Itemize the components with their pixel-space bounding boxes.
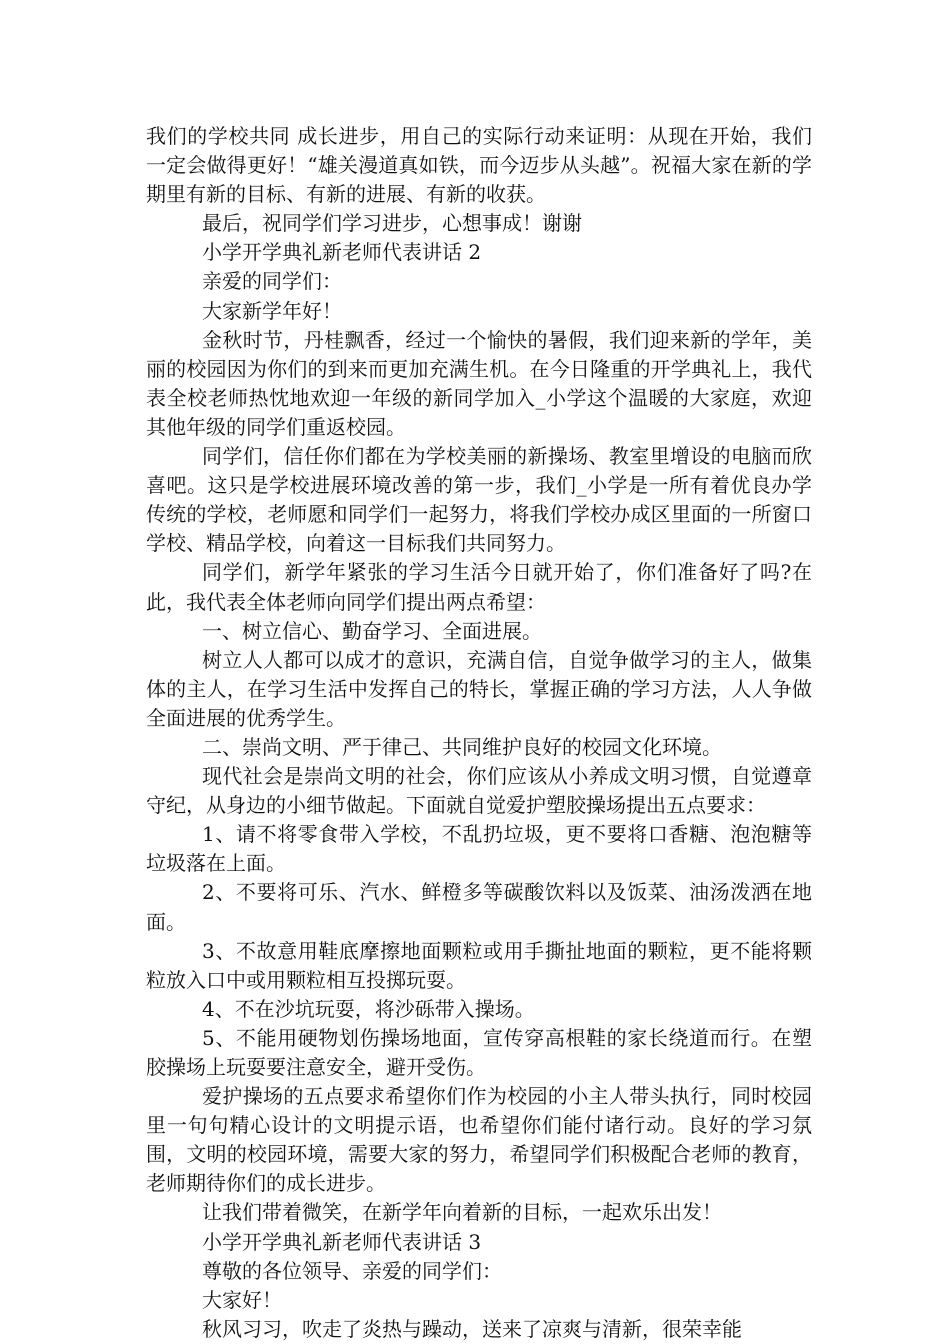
list-item-rule-4: 4、不在沙坑玩耍，将沙砾带入操场。	[202, 996, 535, 1021]
list-item-rule-3: 3、不故意用鞋底摩擦地面颗粒或用手撕扯地面的颗粒，更不能将颗粒放入口中或用颗粒相互投掷玩耍。	[146, 938, 812, 992]
list-item-rule-5: 5、不能用硬物划伤操场地面，宣传穿高根鞋的家长绕道而行。在塑胶操场上玩耍要注意安全，避开受伤。	[146, 1025, 812, 1079]
paragraph-hope-two-detail: 现代社会是崇尚文明的社会，你们应该从小养成文明习惯，自觉遵章守纪，从身边的小细节做起。下面就自觉爱护塑胶操场提出五点要求：	[146, 764, 812, 818]
list-item-rule-1: 1、请不将零食带入学校，不乱扔垃圾，更不要将口香糖、泡泡糖等垃圾落在上面。	[146, 822, 812, 876]
list-item-rule-2: 2、不要将可乐、汽水、鲜橙多等碳酸饮料以及饭菜、油汤泼洒在地面。	[146, 880, 812, 934]
greeting-everyone: 大家好！	[202, 1287, 282, 1312]
section-title-speech-2: 小学开学典礼新老师代表讲话 2	[202, 240, 482, 265]
paragraph-two-hopes: 同学们，新学年紧张的学习生活今日就开始了，你们准备好了吗?在此，我代表全体老师向同学们提出两点希望：	[146, 560, 812, 614]
heading-hope-two: 二、崇尚文明、严于律己、共同维护良好的校园文化环境。	[202, 734, 722, 759]
paragraph-closing-continuation: 我们的学校共同 成长进步，用自己的实际行动来证明：从现在开始，我们一定会做得更好！“雄关漫道真如铁，而今迈步从头越”。祝福大家在新的学期里有新的目标、有新的进展、有新的收获。	[146, 124, 812, 207]
paragraph-hope-one-detail: 树立人人都可以成才的意识，充满自信，自觉争做学习的主人，做集体的主人，在学习生活中发挥自己的特长，掌握正确的学习方法，人人争做全面进展的优秀学生。	[146, 647, 812, 730]
section-title-speech-3: 小学开学典礼新老师代表讲话 3	[202, 1229, 482, 1254]
heading-hope-one: 一、树立信心、勤奋学习、全面进展。	[202, 618, 542, 643]
document-page	[146, 122, 812, 1344]
paragraph-final-wishes: 最后，祝同学们学习进步，心想事成！谢谢	[202, 211, 582, 236]
paragraph-autumn-breeze: 秋风习习，吹走了炎热与躁动，送来了凉爽与清新，很荣幸能	[202, 1316, 742, 1341]
salutation-students: 亲爱的同学们：	[202, 269, 342, 294]
salutation-leaders-students: 尊敬的各位领导、亲爱的同学们：	[202, 1258, 502, 1283]
greeting-new-year: 大家新学年好！	[202, 298, 342, 323]
paragraph-autumn-welcome: 金秋时节，丹桂飘香，经过一个愉快的暑假，我们迎来新的学年，美丽的校园因为你们的到来而更加充满生机。在今日隆重的开学典礼上，我代表全校老师热忱地欢迎一年级的新同学加入_小学这个温暖的大家庭，欢迎其他年级的同学们重返校园。	[146, 327, 812, 439]
paragraph-closing-cheer: 让我们带着微笑，在新学年向着新的目标，一起欢乐出发！	[202, 1200, 722, 1225]
paragraph-rules-summary: 爱护操场的五点要求希望你们作为校园的小主人带头执行，同时校园里一句句精心设计的文明提示语，也希望你们能付诸行动。良好的学习氛围，文明的校园环境，需要大家的努力，希望同学们积极配合老师的教育，老师期待你们的成长进步。	[146, 1084, 812, 1196]
paragraph-new-playground: 同学们，信任你们都在为学校美丽的新操场、教室里增设的电脑而欣喜吧。这只是学校进展环境改善的第一步，我们_小学是一所有着优良办学传统的学校，老师愿和同学们一起努力，将我们学校办成区里面的一所窗口学校、精品学校，向着这一目标我们共同努力。	[146, 444, 812, 556]
